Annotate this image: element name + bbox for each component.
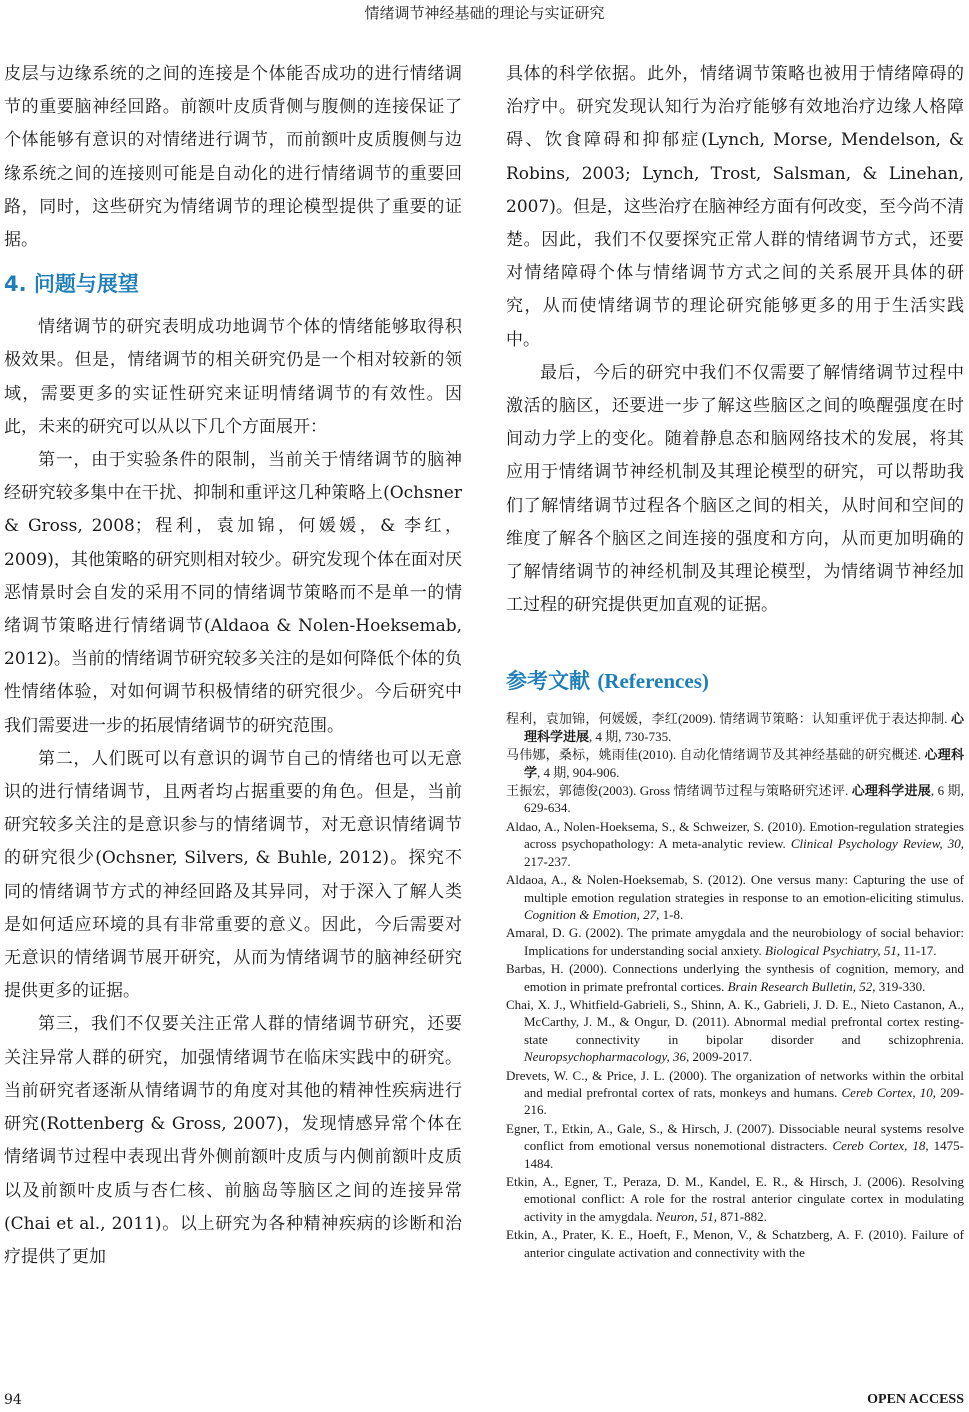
running-head: 情绪调节神经基础的理论与实证研究 (364, 4, 605, 22)
page-number: 94 (4, 1392, 22, 1408)
reference-item (506, 746, 964, 781)
reference-text: 程利，袁加锦，何媛媛，李红(2009). 情绪调节策略：认知重评优于表达抑制. (506, 711, 951, 727)
reference-pages: 2009-2017. (689, 1049, 753, 1065)
reference-text: Aldao, A., Nolen-Hoeksema, S., & Schweizer, S. (2010). Emotion-regulation strategies across psychopathology: A meta-analytic review. (506, 818, 964, 852)
references-heading-cn: 参考文献 (506, 669, 590, 694)
reference-text: 王振宏，郭德俊(2003). Gross 情绪调节过程与策略研究述评. (506, 783, 852, 799)
right-column (506, 58, 964, 1388)
reference-pages: 11-17. (900, 942, 937, 958)
reference-item (506, 818, 964, 870)
reference-journal: Biological Psychiatry, 51, (765, 942, 901, 958)
reference-item (506, 996, 964, 1066)
reference-pages: , 4 期, 730-735. (589, 728, 672, 744)
reference-item (506, 871, 964, 923)
reference-text: Amaral, D. G. (2002). The primate amygdala and the neurobiology of social behavior: Implications for understanding social anxiety. (506, 925, 964, 958)
reference-item (506, 782, 964, 817)
reference-pages: , 4 期, 904-906. (537, 764, 620, 780)
reference-pages: , 6 期, 629-634. (524, 783, 964, 816)
reference-journal: Neuropsychopharmacology, 36, (524, 1049, 690, 1065)
reference-item (506, 924, 964, 959)
reference-pages: 217-237. (524, 853, 571, 869)
reference-journal: 心理科学进展 (851, 783, 931, 799)
reference-text: Chai, X. J., Whitfield-Gabrieli, S., Shinn, A. K., Gabrieli, J. D. E., Nieto Castanon, A., McCarthy, J. M., & Ongur, D. (2011). Abnormal medial prefrontal cortex resting-state connectivity in bipolar disorder and schizophrenia. (506, 996, 964, 1047)
section-heading: 4. 问题与展望 (4, 272, 139, 297)
left-column (4, 58, 462, 1378)
references-heading-en: (References) (597, 669, 709, 694)
reference-item (506, 1067, 964, 1119)
open-access-label: OPEN ACCESS (867, 1392, 964, 1407)
reference-journal: Cereb Cortex, 18, (832, 1138, 929, 1154)
paragraph-continued: 皮层与边缘系统的之间的连接是个体能否成功的进行情绪调节的重要脑神经回路。前额叶皮质背侧与腹侧的连接保证了个体能够有意识的对情绪进行调节，而前额叶皮质腹侧与边缘系统之间的连接则可能是自动化的进行情绪调节的重要回路，同时，这些研究为情绪调节的理论模型提供了重要的证据。 (4, 64, 462, 251)
reference-item (506, 1173, 964, 1225)
paragraph-finally: 最后，今后的研究中我们不仅需要了解情绪调节过程中激活的脑区，还要进一步了解这些脑区之间的唤醒强度在时间动力学上的变化。随着静息态和脑网络技术的发展，将其应用于情绪调节神经机制及其理论模型的研究，可以帮助我们了解情绪调节过程各个脑区之间的相关，从时间和空间的维度了解各个脑区之间连接的强度和方向，从而更加明确的了解情绪调节的神经机制及其理论模型，为情绪调节神经加工过程的研究提供更加直观的证据。 (506, 362, 964, 616)
reference-item (506, 1226, 964, 1261)
paragraph-intro: 情绪调节的研究表明成功地调节个体的情绪能够取得积极效果。但是，情绪调节的相关研究仍是一个相对较新的领域，需要更多的实证性研究来证明情绪调节的有效性。因此，未来的研究可以从以下几个方面展开： (4, 317, 462, 437)
reference-pages: 1475-1484. (524, 1138, 964, 1171)
reference-journal: Cognition & Emotion, 27, (524, 906, 660, 922)
reference-pages: 319-330. (875, 978, 926, 994)
paragraph-continued-right: 具体的科学依据。此外，情绪调节策略也被用于情绪障碍的治疗中。研究发现认知行为治疗能够有效地治疗边缘人格障碍、饮食障碍和抑郁症(Lynch, Morse, Mendelson, & Robins, 2003; Lynch, Trost, Salsman, & Linehan, 2007)。但是，这些治疗在脑神经方面有何改变，至今尚不清楚。因此，我们不仅要探究正常人群的情绪调节方式，还要对情绪障碍个体与情绪调节方式之间的关系展开具体的研究，从而使情绪调节的理论研究能够更多的用于生活实践中。 (506, 64, 964, 350)
reference-text: Egner, T., Etkin, A., Gale, S., & Hirsch, J. (2007). Dissociable neural systems resolve conflict from emotional versus nonemotional distracters. (506, 1120, 964, 1154)
reference-journal: Brain Research Bulletin, 52, (727, 978, 876, 994)
reference-item (506, 710, 964, 745)
reference-text: Etkin, A., Prater, K. E., Hoeft, F., Menon, V., & Schatzberg, A. F. (2010). Failure of anterior cingulate activation and connectivity with the (506, 1227, 964, 1260)
reference-journal: 心理科学进展 (524, 711, 964, 744)
reference-text: 马伟娜，桑标，姚雨佳(2010). 自动化情绪调节及其神经基础的研究概述. (506, 747, 925, 763)
paragraph-first: 第一，由于实验条件的限制，当前关于情绪调节的脑神经研究较多集中在干扰、抑制和重评这几种策略上(Ochsner & Gross, 2008；程利，袁加锦，何媛媛，& 李红，2009)，其他策略的研究则相对较少。研究发现个体在面对厌恶情景时会自发的采用不同的情绪调节策略而不是单一的情绪调节策略进行情绪调节(Aldaoa & Nolen-Hoeksemab, 2012)。当前的情绪调节研究较多关注的是如何降低个体的负性情绪体验，对如何调节积极情绪的研究很少。今后研究中我们需要进一步的拓展情绪调节的研究范围。 (4, 450, 462, 736)
reference-text: Etkin, A., Egner, T., Peraza, D. M., Kandel, E. R., & Hirsch, J. (2006). Resolving emotional conflict: A role for the rostral anterior cingulate cortex in modulating activity in the amygdala. (506, 1174, 964, 1224)
paragraph-third: 第三，我们不仅要关注正常人群的情绪调节研究，还要关注异常人群的研究，加强情绪调节在临床实践中的研究。当前研究者逐渐从情绪调节的角度对其他的精神性疾病进行研究(Rottenberg & Gross, 2007)，发现情感异常个体在情绪调节过程中表现出背外侧前额叶皮质与内侧前额叶皮质以及前额叶皮质与杏仁核、前脑岛等脑区之间的连接异常(Chai et al., 2011)。以上研究为各种精神疾病的诊断和治疗提供了更加 (4, 1014, 462, 1267)
reference-journal: Neuron, 51, (655, 1208, 718, 1224)
reference-pages: 1-8. (659, 906, 684, 922)
reference-text: Barbas, H. (2000). Connections underlying the synthesis of cognition, memory, and emotion in primate prefrontal cortices. (506, 961, 964, 994)
reference-text: Drevets, W. C., & Price, J. L. (2000). The organization of networks within the orbital and medial prefrontal cortex of rats, monkeys and humans. (506, 1067, 964, 1100)
reference-journal: Cereb Cortex, 10, (841, 1084, 936, 1100)
reference-journal: Clinical Psychology Review, 30, (790, 836, 964, 852)
reference-pages: 209-216. (524, 1084, 964, 1118)
reference-journal: 心理科学 (524, 747, 964, 780)
reference-list (506, 710, 964, 1261)
reference-text: Aldaoa, A., & Nolen-Hoeksemab, S. (2012). One versus many: Capturing the use of multiple emotion regulation strategies in response to an emotion-eliciting stimulus. (506, 872, 964, 905)
reference-item (506, 960, 964, 995)
reference-item (506, 1120, 964, 1172)
references-heading (506, 666, 964, 696)
paragraph-second: 第二，人们既可以有意识的调节自己的情绪也可以无意识的进行情绪调节，且两者均占据重要的角色。但是，当前研究较多关注的是意识参与的情绪调节，对无意识情绪调节的研究很少(Ochsner, Silvers, & Buhle, 2012)。探究不同的情绪调节方式的神经回路及其异同，对于深入了解人类是如何适应环境的具有非常重要的意义。因此，今后需要对无意识的情绪调节展开研究，从而为情绪调节的脑神经研究提供更多的证据。 (4, 748, 462, 1002)
reference-pages: 871-882. (717, 1208, 767, 1224)
